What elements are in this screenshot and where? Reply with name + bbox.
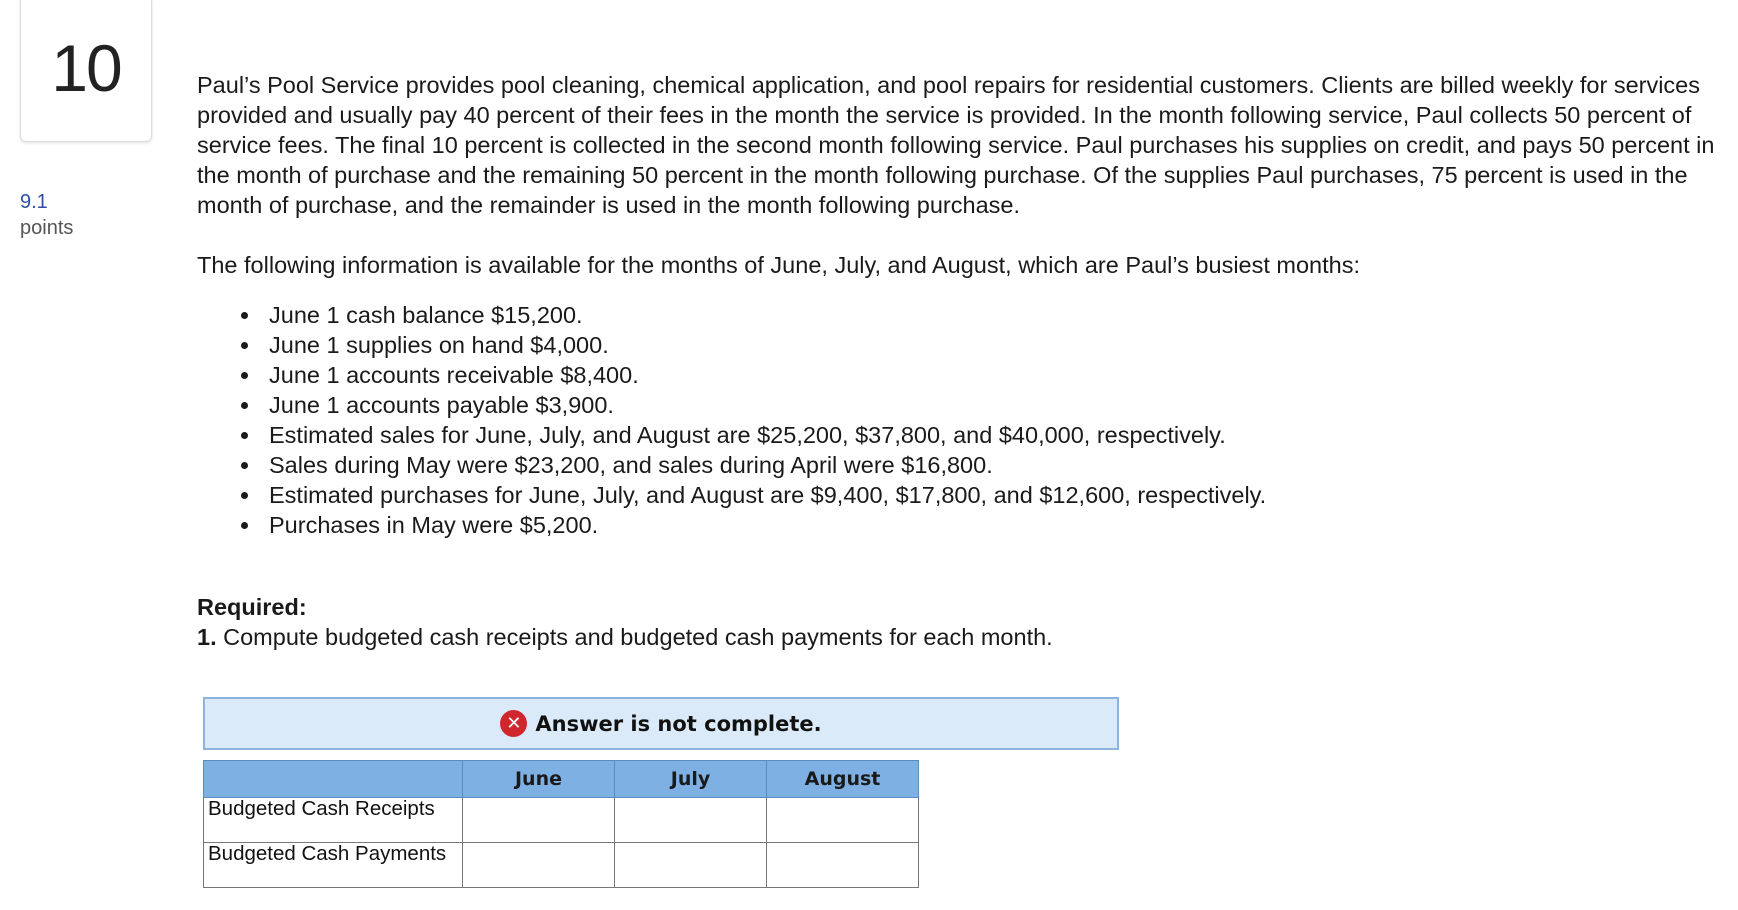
required-heading: Required: xyxy=(197,594,307,620)
info-list xyxy=(197,300,1717,540)
problem-paragraph-1: Paul’s Pool Service provides pool cleaning, chemical application, and pool repairs for residential customers. Clients are billed weekly for services provided and usually pay 40 percent of their fees in the month the service is provided. In the month following service, Paul collects 50 percent of service fees. The final 10 percent is collected in the second month following service. Paul purchases his supplies on credit, and pays 50 percent in the month of purchase and the remaining 50 percent in the month following purchase. Of the supplies Paul purchases, 75 percent is used in the month of purchase, and the remainder is used in the month following purchase. xyxy=(197,72,1715,218)
receipts-june-input[interactable] xyxy=(463,798,614,842)
question-number: 10 xyxy=(51,31,121,105)
question-content xyxy=(197,70,1717,652)
answer-status-text: Answer is not complete. xyxy=(535,711,822,736)
receipts-august-input[interactable] xyxy=(767,798,918,842)
table-header-june: June xyxy=(463,761,615,798)
cell-payments-july xyxy=(615,843,767,888)
problem-paragraph-2: The following information is available for the months of June, July, and August, which are Paul’s busiest months: xyxy=(197,252,1361,278)
list-item: June 1 accounts payable $3,900. xyxy=(269,390,1717,420)
question-number-box xyxy=(20,0,152,142)
required-item-text: Compute budgeted cash receipts and budgeted cash payments for each month. xyxy=(216,624,1053,650)
table-header-blank xyxy=(204,761,463,798)
list-item: June 1 cash balance $15,200. xyxy=(269,300,1717,330)
table-row xyxy=(204,798,919,843)
list-item: June 1 supplies on hand $4,000. xyxy=(269,330,1717,360)
answer-table xyxy=(203,760,919,888)
row-label-payments: Budgeted Cash Payments xyxy=(204,843,463,888)
answer-status-banner xyxy=(203,697,1119,750)
row-label-receipts: Budgeted Cash Receipts xyxy=(204,798,463,843)
list-item: June 1 accounts receivable $8,400. xyxy=(269,360,1717,390)
table-header-august: August xyxy=(767,761,919,798)
payments-july-input[interactable] xyxy=(615,843,766,887)
cell-payments-june xyxy=(463,843,615,888)
cell-receipts-august xyxy=(767,798,919,843)
payments-august-input[interactable] xyxy=(767,843,918,887)
table-header-july: July xyxy=(615,761,767,798)
points-value: 9.1 xyxy=(20,191,48,213)
payments-june-input[interactable] xyxy=(463,843,614,887)
cell-payments-august xyxy=(767,843,919,888)
points-label: points xyxy=(20,217,74,239)
receipts-july-input[interactable] xyxy=(615,798,766,842)
list-item: Estimated purchases for June, July, and August are $9,400, $17,800, and $12,600, respectively. xyxy=(269,480,1717,510)
table-header-row xyxy=(204,761,919,798)
list-item: Estimated sales for June, July, and August are $25,200, $37,800, and $40,000, respectively. xyxy=(269,420,1717,450)
cell-receipts-july xyxy=(615,798,767,843)
list-item: Purchases in May were $5,200. xyxy=(269,510,1717,540)
x-circle-icon: ✕ xyxy=(500,710,527,737)
required-item-number: 1. xyxy=(197,624,217,650)
list-item: Sales during May were $23,200, and sales during April were $16,800. xyxy=(269,450,1717,480)
required-item xyxy=(197,622,1717,652)
table-row xyxy=(204,843,919,888)
cell-receipts-june xyxy=(463,798,615,843)
